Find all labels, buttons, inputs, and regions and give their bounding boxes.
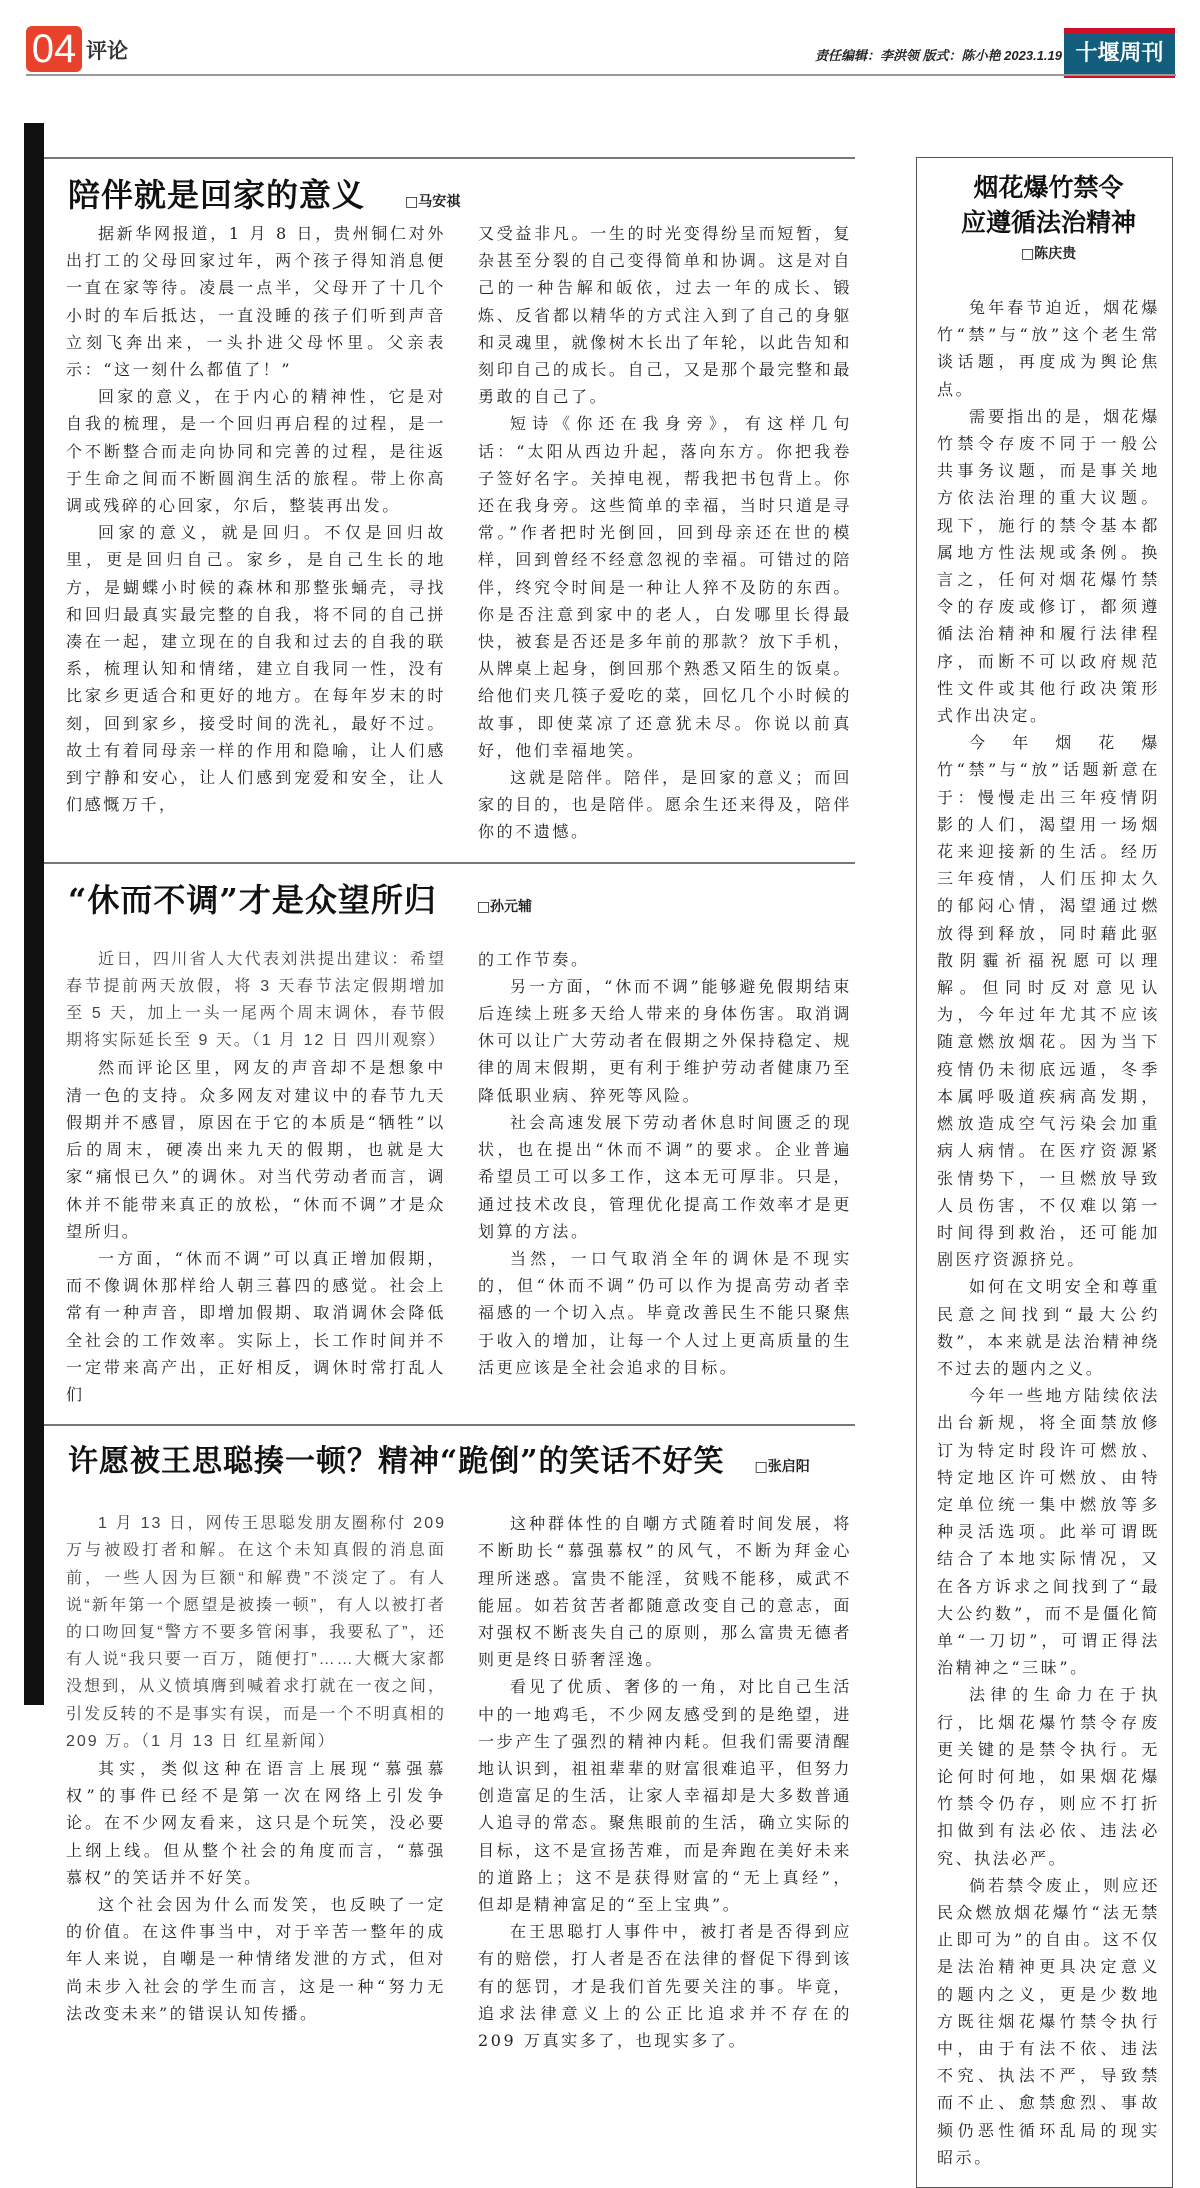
paragraph: 需要指出的是，烟花爆竹禁令存废不同于一般公共事务议题，而是事关地方依法治理的重大议题。现下，施行的禁令基本都属地方性法规或条例。换言之，任何对烟花爆竹禁令的存废或修订，都须遵循法治精神和履行法律程序，而断不可以政府规范性文件或其他行政决策形式作出决定。 [937, 406, 1160, 726]
paragraph: 社会高速发展下劳动者休息时间匮乏的现状，也在提出“休而不调”的要求。企业普遍希望员工可以多工作，这本无可厚非。只是，通过技术改良，管理优化提高工作效率才是更划算的方法。 [478, 1112, 852, 1241]
article-3-byline: □张启阳 [754, 1459, 810, 1476]
paragraph: 的工作节奏。 [478, 949, 590, 969]
paragraph: 倘若禁令废止，则应还民众燃放烟花爆竹“法无禁止即可为”的自由。这不仅是法治精神更具决定意义的题内之义，更是少数地方既往烟花爆竹禁令执行中，由于有法不依、违法不究、执法不严，导致禁而不止、愈禁愈烈、事故频仍恶性循环乱局的现实昭示。 [937, 1875, 1160, 2167]
article-3 [44, 1424, 855, 2070]
article-2-header [44, 864, 855, 946]
sidebar-box [916, 157, 1173, 2188]
article-2 [44, 862, 855, 1424]
article-1-byline: □马安祺 [405, 194, 461, 210]
article-2-column-right [478, 946, 852, 1408]
editor-credits: 责任编辑：李洪领 版式：陈小艳 2023.1.19 [814, 48, 1062, 63]
article-2-body [44, 946, 855, 1408]
paragraph: 回家的意义，就是回归。不仅是回归故里，更是回归自己。家乡，是自己生长的地方，是蝴蝶小时候的森林和那整张蛹壳，寻找和回归最真实最完整的自我，将不同的自己拼凑在一起，建立现在的自我和过去的自我的联系，梳理认知和情绪，建立自我同一性，没有比家乡更适合和更好的地方。在每年岁末的时刻，回到家乡，接受时间的洗礼，最好不过。故土有着同母亲一样的作用和隐喻，让人们感到宁静和安心，让人们感到宠爱和安全，让人们感慨万千， [66, 523, 446, 815]
article-1-header [44, 159, 855, 220]
article-3-header [44, 1426, 855, 1510]
paragraph: 这个社会因为什么而发笑，也反映了一定的价值。在这件事当中，对于辛苦一整年的成年人来说，自嘲是一种情绪发泄的方式，但对尚未步入社会的学生而言，这是一种“努力无法改变未来”的错误认知传播。 [66, 1894, 446, 2023]
paragraph: 看见了优质、奢侈的一角，对比自己生活中的一地鸡毛，不少网友感受到的是绝望，进一步产生了强烈的精神内耗。但我们需要清醒地认识到，祖祖辈辈的财富很难追平，但努力创造富足的生活，让家人幸福却是大多数普通人追寻的常态。聚焦眼前的生活，确立实际的目标，这不是宣扬苦难，而是奔跑在美好未来的道路上；这不是获得财富的“无上真经”，但却是精神富足的“至上宝典”。 [478, 1677, 852, 1914]
paragraph: 今年一些地方陆续依法出台新规，将全面禁放修订为特定时段许可燃放、特定地区许可燃放、由特定单位统一集中燃放等多种灵活选项。此举可谓既结合了本地实际情况，又在各方诉求之间找到了“最大公约数”，而不是僵化简单“一刀切”，可谓正得法治精神之“三昧”。 [937, 1386, 1160, 1678]
decorative-black-bar [24, 123, 44, 1705]
paragraph: 这种群体性的自嘲方式随着时间发展，将不断助长“慕强慕权”的风气，不断为拜金心理所迷惑。富贵不能淫，贫贱不能移，威武不能屈。如若贫苦者都随意改变自己的意志，面对强权不断丧失自己的原则，那么富贵无德者则更是终日骄奢淫逸。 [478, 1514, 852, 1670]
sidebar-title-line-2: 应遵循法治精神 [960, 208, 1136, 237]
main-articles [44, 157, 855, 2070]
paragraph: 又受益非凡。一生的时光变得纷呈而短暂，复杂甚至分裂的自己变得简单和协调。这是对自己的一种告解和皈依，过去一年的成长、锻炼、反省都以精华的方式注入到了自己的身躯和灵魂里，就像树木长出了年轮，以此告知和刻印自己的成长。自己，又是那个最完整和最勇敢的自己了。 [478, 224, 852, 407]
article-3-body [44, 1510, 855, 2054]
sidebar-byline: □陈庆贵 [1020, 246, 1077, 262]
paragraph: 其实，类似这种在语言上展现“慕强慕权”的事件已经不是第一次在网络上引发争论。在不少网友看来，这只是个玩笑，没必要上纲上线。但从整个社会的角度而言，“慕强慕权”的笑话并不好笑。 [66, 1758, 446, 1887]
paragraph: 回家的意义，在于内心的精神性，它是对自我的梳理，是一个回归再启程的过程，是一个不断整合而走向协同和完善的过程，是往返于生命之间而不断圆润生活的旅程。带上你高调或残碎的心回家，尔后，整装再出发。 [66, 387, 446, 516]
paragraph: 兔年春节迫近，烟花爆竹“禁”与“放”这个老生常谈话题，再度成为舆论焦点。 [937, 298, 1160, 399]
lead-paragraph: 1 月 13 日，网传王思聪发朋友圈称付 209 万与被殴打者和解。在这个未知真假的消息面前，一些人因为巨额“和解费”不淡定了。有人说“新年第一个愿望是被揍一顿”，有人以被打者的口吻回复“警方不要多管闲事，我要私了”，还有人说“我只要一百万，随便打”……大概大家都没想到，从义愤填膺到喊着求打就在一夜之间，引发反转的不是事实有误，而是一个不明真相的 209 万。（1 月 13 日 红星新闻） [66, 1515, 446, 1750]
paragraph: 今年烟花爆竹“禁”与“放”话题新意在于：慢慢走出三年疫情阴影的人们，渴望用一场烟花来迎接新的生活。经历三年疫情，人们压抑太久的郁闷心情，渴望通过燃放得到释放，同时藉此驱散阴霾祈福祝愿可以理解。但同时反对意见认为，今年过年尤其不应该随意燃放烟花。因为当下疫情仍未彻底远遁，冬季本属呼吸道疾病高发期，燃放造成空气污染会加重病人病情。在医疗资源紧张情势下，一旦燃放导致人员伤害，不仅难以第一时间得到救治，还可能加剧医疗资源挤兑。 [937, 733, 1160, 1270]
paragraph: 法律的生命力在于执行，比烟花爆竹禁令存废更关键的是禁令执行。无论何时何地，如果烟花爆竹禁令仍存，则应不打折扣做到有法必依、违法必究、执法必严。 [937, 1685, 1160, 1868]
article-3-title: 许愿被王思聪揍一顿？精神“跪倒”的笑话不好笑 [68, 1444, 725, 1480]
article-1-column-right [478, 220, 852, 846]
masthead-logo: 十堰周刊 [1064, 28, 1175, 78]
paragraph: 另一方面，“休而不调”能够避免假期结束后连续上班多天给人带来的身体伤害。取消调休可以让广大劳动者在假期之外保持稳定、规律的周末假期，更有利于维护劳动者健康乃至降低职业病、猝死等风险。 [478, 976, 852, 1105]
lead-paragraph: 近日，四川省人大代表刘洪提出建议：希望春节提前两天放假，将 3 天春节法定假期增加至 5 天，加上一头一尾两个周末调休，春节假期将实际延长至 9 天。（1 月 12 日 四川观察） [66, 950, 447, 1050]
article-3-column-left [66, 1510, 446, 2054]
article-3-column-right [478, 1510, 852, 2054]
article-1-column-left [66, 220, 446, 846]
paragraph: 短诗《你还在我身旁》，有这样几句话：“太阳从西边升起，落向东方。你把我卷子签好名字。关掉电视，帮我把书包背上。你还在我身旁。这些简单的幸福，当时只道是寻常。”作者把时光倒回，回到母亲还在世的模样，回到曾经不经意忽视的幸福。可错过的陪伴，终究令时间是一种让人猝不及防的东西。你是否注意到家中的老人，白发哪里长得最快，被套是否还是多年前的那款？放下手机，从牌桌上起身，倒回那个熟悉又陌生的饭桌。给他们夹几筷子爱吃的菜，回忆几个小时候的故事，即使菜凉了还意犹未尽。你说以前真好，他们幸福地笑。 [478, 414, 852, 760]
page-number-badge: 04 [26, 26, 82, 72]
paragraph: 一方面，“休而不调”可以真正增加假期，而不像调休那样给人朝三暮四的感觉。社会上常有一种声音，即增加假期、取消调休会降低全社会的工作效率。实际上，长工作时间并不一定带来高产出，正好相反，调休时常打乱人们 [66, 1248, 446, 1404]
article-1 [44, 157, 855, 862]
paragraph: 这就是陪伴。陪伴，是回家的意义；而回家的目的，也是陪伴。愿余生还来得及，陪伴你的不遗憾。 [478, 768, 852, 842]
paragraph: 如何在文明安全和尊重民意之间找到“最大公约数”，本来就是法治精神绕不过去的题内之义。 [937, 1277, 1160, 1378]
article-2-byline: □孙元辅 [476, 898, 533, 915]
paragraph: 据新华网报道，1 月 8 日，贵州铜仁对外出打工的父母回家过年，两个孩子得知消息便一直在家等待。凌晨一点半，父母开了十几个小时的车后抵达，一直没睡的孩子们听到声音立刻飞奔出来，一头扑进父母怀里。父亲表示：“这一刻什么都值了！” [66, 224, 446, 380]
sidebar-title-line-1: 烟花爆竹禁令 [973, 173, 1124, 202]
paragraph: 在王思聪打人事件中，被打者是否得到应有的赔偿，打人者是否在法律的督促下得到该有的惩罚，才是我们首先要关注的事。毕竟，追求法律意义上的公正比追求并不存在的 209 万真实多了，也现实多了。 [478, 1922, 852, 2050]
paragraph: 然而评论区里，网友的声音却不是想象中清一色的支持。众多网友对建议中的春节九天假期并不感冒，原因在于它的本质是“牺牲”以后的周末，硬凑出来九天的假期，也就是大家“痛恨已久”的调休。对当代劳动者而言，调休并不能带来真正的放松，“休而不调”才是众望所归。 [66, 1058, 446, 1241]
section-title: 评论 [86, 39, 128, 63]
article-1-body [44, 220, 855, 846]
header-divider [26, 74, 1176, 76]
article-2-column-left [66, 946, 446, 1408]
article-2-title: “休而不调”才是众望所归 [68, 880, 437, 919]
paragraph: 当然，一口气取消全年的调休是不现实的，但“休而不调”仍可以作为提高劳动者幸福感的一个切入点。毕竟改善民生不能只聚焦于收入的增加，让每一个人过上更高质量的生活更应该是全社会追求的目标。 [478, 1248, 852, 1377]
article-1-title: 陪伴就是回家的意义 [68, 176, 366, 214]
sidebar-body [937, 294, 1160, 2171]
